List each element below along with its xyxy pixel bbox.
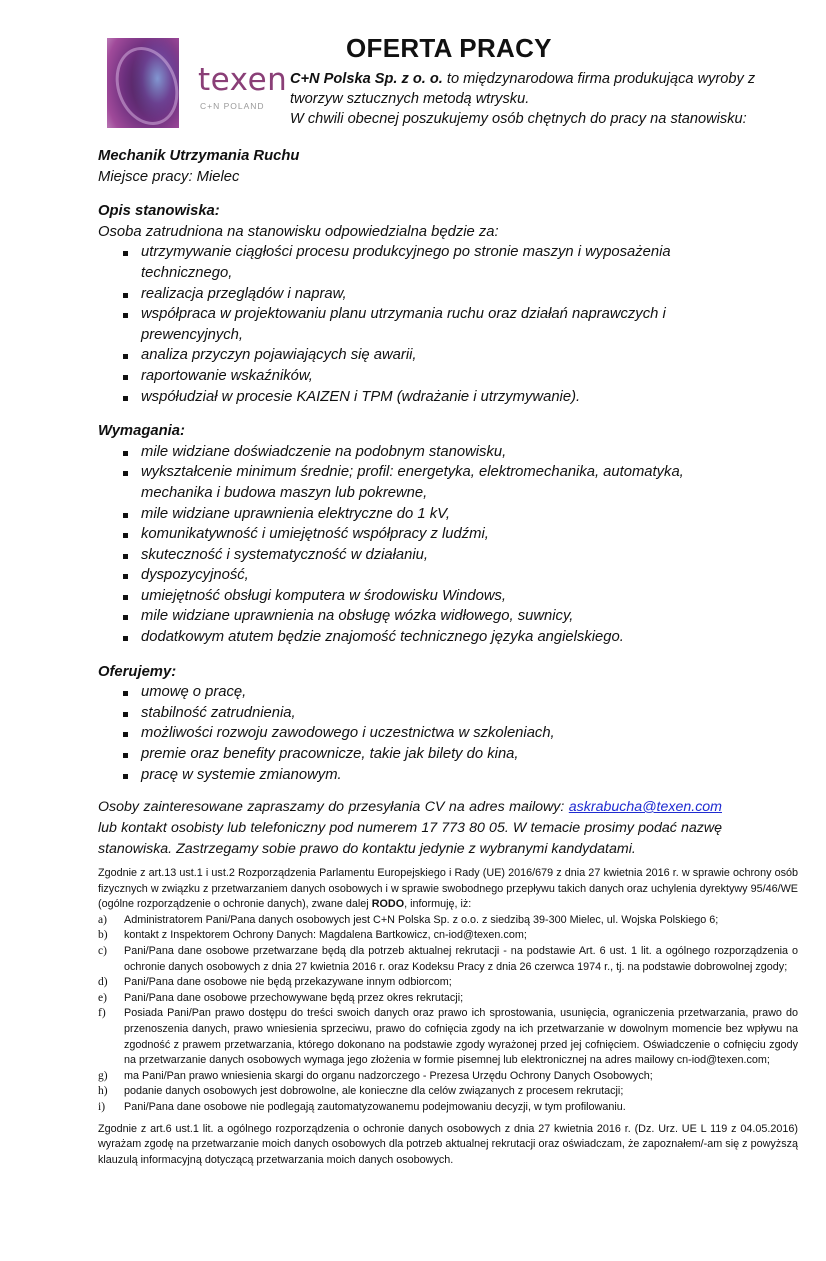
offer-heading: Oferujemy:	[98, 663, 177, 680]
description-list	[98, 242, 738, 407]
gdpr-intro	[98, 866, 798, 913]
item-text: Pani/Pana dane osobowe przetwarzane będą dla potrzeb aktualnej rekrutacji - na podstawie Art. 6 ust. 1 lit. a ogólnego rozporządzenia o ochronie danych osobowych z dnia 27 kwietnia 2016 r. oraz Kodeksu Pracy z dnia 26 czerwca 1974 r., tj. na podstawie dobrowolnej zgody;	[124, 944, 798, 973]
company-name: C+N Polska Sp. z o. o.	[290, 71, 443, 87]
item-letter: c)	[98, 944, 107, 957]
item-letter: d)	[98, 976, 108, 989]
item-letter: b)	[98, 929, 108, 942]
gdpr-list	[98, 913, 798, 1116]
item-text: kontakt z Inspektorem Ochrony Danych: Magdalena Bartkowicz, cn-iod@texen.com;	[124, 929, 527, 942]
description-lead: Osoba zatrudniona na stanowisku odpowiedzialna będzie za:	[98, 223, 499, 240]
gdpr-item	[98, 928, 798, 944]
list-item: analiza przyczyn pojawiających się awarii,	[98, 345, 738, 366]
list-item: możliwości rozwoju zawodowego i uczestnictwa w szkoleniach,	[98, 723, 738, 744]
company-logo	[107, 38, 288, 128]
consent-statement: Zgodnie z art.6 ust.1 lit. a ogólnego rozporządzenia o ochronie danych osobowych z dnia 27 kwietnia 2016 r. (Dz. Urz. UE L 119 z 04.05.2016) wyrażam zgodę na przetwarzanie moich danych osobowych dla potrzeb aktualnej rekrutacji oraz oświadczam, że zapoznałem/-am się z powyższą klauzulą informacyjną dotyczącą przetwarzania moich danych osobowych.	[98, 1122, 798, 1166]
list-item: raportowanie wskaźników,	[98, 366, 738, 387]
gdpr-item	[98, 1069, 798, 1085]
list-item: utrzymywanie ciągłości procesu produkcyjnego po stronie maszyn i wyposażenia technicznego,	[98, 242, 738, 283]
company-intro	[290, 69, 790, 129]
gdpr-item	[98, 944, 798, 975]
list-item: dodatkowym atutem będzie znajomość technicznego języka angielskiego.	[98, 627, 738, 648]
list-item: komunikatywność i umiejętność współpracy z ludźmi,	[98, 524, 738, 545]
list-item: skuteczność i systematyczność w działaniu,	[98, 545, 738, 566]
item-text: podanie danych osobowych jest dobrowolne, ale konieczne dla celów związanych z procesem rekrutacji;	[124, 1085, 624, 1098]
item-letter: a)	[98, 913, 107, 926]
requirements-list	[98, 442, 738, 648]
list-item: mile widziane doświadczenie na podobnym stanowisku,	[98, 442, 738, 463]
list-item: współudział w procesie KAIZEN i TPM (wdrażanie i utrzymywanie).	[98, 387, 738, 408]
list-item: dyspozycyjność,	[98, 565, 738, 586]
rodo-term: RODO	[371, 898, 405, 911]
gdpr-item	[98, 913, 798, 929]
item-text: Posiada Pani/Pan prawo dostępu do treści swoich danych oraz prawo ich sprostowania, usunięcia, ograniczenia przetwarzania, prawo do przenoszenia danych, prawo wniesienia sprzeciwu, prawo do cofnięcia zgody na ich przetwarzanie w dowolnym momencie bez wpływu na zgodność z prawem przetwarzania, którego dokonano na podstawie zgody wyrażonej przed jej cofnięciem. Oświadczenie o cofnięciu zgody na przetwarzanie danych osobowych wymaga jego złożenia w formie pisemnej lub elektronicznej na adres mailowy cn-iod@texen.com;	[124, 1007, 798, 1067]
list-item: pracę w systemie zmianowym.	[98, 765, 738, 786]
description-heading: Opis stanowiska:	[98, 203, 220, 220]
gdpr-clause	[98, 866, 798, 1168]
list-item: umowę o pracę,	[98, 682, 738, 703]
gdpr-item	[98, 975, 798, 991]
position-title: Mechanik Utrzymania Ruchu	[98, 148, 300, 164]
list-item: premie oraz benefity pracownicze, takie jak bilety do kina,	[98, 744, 738, 765]
list-item: wykształcenie minimum średnie; profil: energetyka, elektromechanika, automatyka, mechanika i budowa maszyn lub pokrewne,	[98, 462, 738, 503]
item-text: Pani/Pana dane osobowe nie będą przekazywane innym odbiorcom;	[124, 976, 452, 989]
logo-subtitle: C+N POLAND	[200, 101, 265, 111]
item-letter: h)	[98, 1085, 108, 1098]
requirements-heading: Wymagania:	[98, 423, 185, 440]
gdpr-item	[98, 1006, 798, 1068]
logo-image	[107, 38, 179, 128]
contact-text-rest: lub kontakt osobisty lub telefoniczny pod numerem 17 773 80 05. W temacie prosimy podać nazwę stanowiska. Zastrzegamy sobie prawo do kontaktu jedynie z wybranymi kandydatami.	[98, 819, 722, 857]
intro-text: to międzynarodowa firma produkująca wyroby z tworzyw sztucznych metodą wtrysku.	[290, 71, 756, 107]
item-letter: f)	[98, 1007, 106, 1020]
gdpr-intro-text: Zgodnie z art.13 ust.1 i ust.2 Rozporządzenia Parlamentu Europejskiego i Rady (UE) 2016/679 z dnia 27 kwietnia 2016 r. w sprawie ochrony osób fizycznych w związku z przetwarzaniem danych osobowych i w sprawie swobodnego przepływu takich danych oraz uchylenia dyrektywy 95/46/WE (ogólne rozporządzenie o ochronie danych), zwane dalej	[98, 867, 798, 911]
gdpr-item	[98, 991, 798, 1007]
gdpr-item	[98, 1100, 798, 1116]
intro-line2: W chwili obecnej poszukujemy osób chętnych do pracy na stanowisku:	[290, 111, 747, 127]
item-text: Administratorem Pani/Pana danych osobowych jest C+N Polska Sp. z o.o. z siedzibą 39-300 Mielec, ul. Wojska Polskiego 6;	[124, 913, 719, 926]
list-item: mile widziane uprawnienia na obsługę wózka widłowego, suwnicy,	[98, 606, 738, 627]
offer-list	[98, 682, 738, 785]
contact-paragraph	[98, 797, 722, 859]
job-offer-body	[98, 146, 738, 785]
gdpr-item	[98, 1084, 798, 1100]
contact-text: Osoby zainteresowane zapraszamy do przesyłania CV na adres mailowy:	[98, 799, 569, 815]
list-item: stabilność zatrudnienia,	[98, 703, 738, 724]
gdpr-intro-end: , informuję, iż:	[404, 898, 472, 911]
item-text: Pani/Pana dane osobowe przechowywane będą przez okres rekrutacji;	[124, 991, 464, 1004]
page-title: OFERTA PRACY	[346, 33, 552, 63]
list-item: współpraca w projektowaniu planu utrzymania ruchu oraz działań naprawczych i prewencyjnych,	[98, 304, 738, 345]
item-text: Pani/Pana dane osobowe nie podlegają zautomatyzowanemu podejmowaniu decyzji, w tym profilowaniu.	[124, 1100, 626, 1113]
item-letter: e)	[98, 991, 107, 1004]
email-link[interactable]: askrabucha@texen.com	[568, 799, 722, 815]
list-item: mile widziane uprawnienia elektryczne do 1 kV,	[98, 504, 738, 525]
list-item: realizacja przeglądów i napraw,	[98, 284, 738, 305]
item-letter: g)	[98, 1069, 108, 1082]
work-location: Miejsce pracy: Mielec	[98, 168, 240, 185]
item-letter: i)	[98, 1100, 106, 1113]
logo-wordmark: texen	[198, 62, 288, 98]
list-item: umiejętność obsługi komputera w środowisku Windows,	[98, 586, 738, 607]
item-text: ma Pani/Pan prawo wniesienia skargi do organu nadzorczego - Prezesa Urzędu Ochrony Danych Osobowych;	[124, 1069, 653, 1082]
